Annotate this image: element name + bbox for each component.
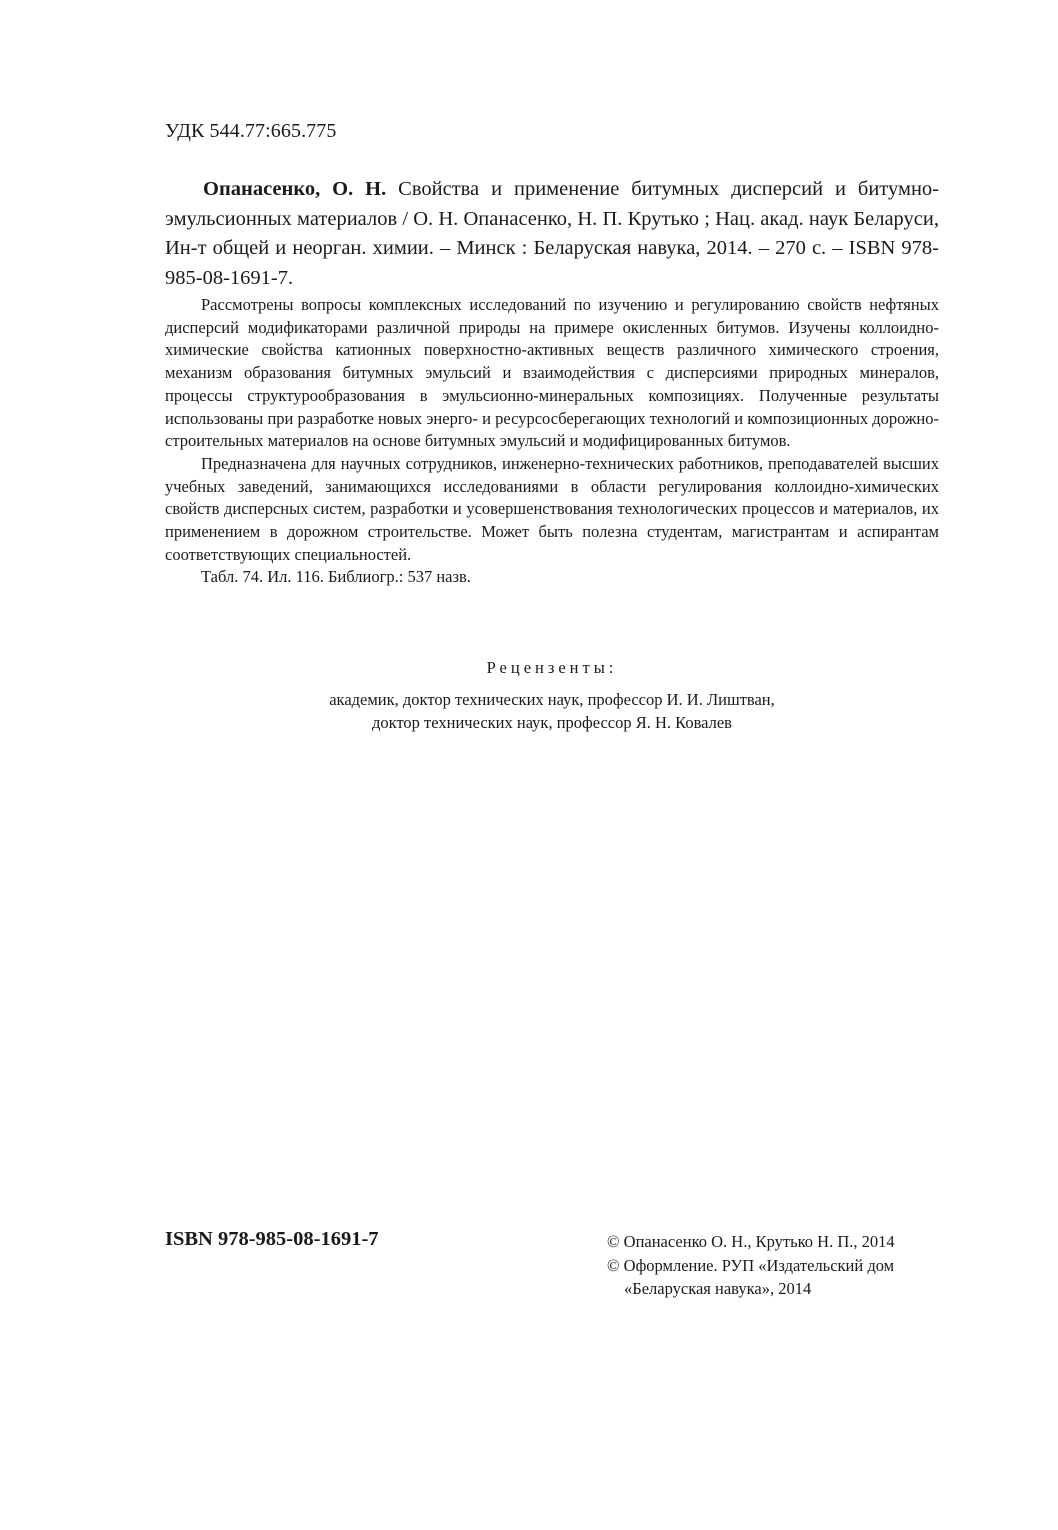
abstract-stats: Табл. 74. Ил. 116. Библиогр.: 537 назв.: [201, 567, 471, 587]
bibliographic-description: Свойства и применение битумных дисперсий и битумно-эмульсионных материалов / О. Н. Опанасенко, Н. П. Крутько ; Нац. акад. наук Беларуси, Ин-т общей и неорган. химии. – Минск : Беларуская навука, 2014. – 270 с. – ISBN 978-985-08-1691-7.: [165, 178, 939, 289]
author-name: Опанасенко, О. Н.: [203, 178, 387, 200]
udk-code: УДК 544.77:665.775: [165, 120, 337, 142]
isbn-number: ISBN 978-985-08-1691-7: [165, 1228, 379, 1250]
copyright-block: [607, 1230, 895, 1301]
bibliographic-record: [165, 175, 939, 293]
reviewers-section: [165, 656, 939, 734]
reviewer-line-2: доктор технических наук, профессор Я. Н. Ковалев: [372, 713, 732, 732]
copyright-line-2: © Оформление. РУП «Издательский дом: [607, 1255, 895, 1275]
abstract: [165, 294, 939, 589]
copyright-line-1: © Опанасенко О. Н., Крутько Н. П., 2014: [607, 1232, 895, 1251]
reviewer-line-1: академик, доктор технических наук, профессор И. И. Лиштван,: [329, 690, 775, 709]
copyright-line-3: «Беларуская навука», 2014: [624, 1279, 812, 1298]
abstract-paragraph-1: Рассмотрены вопросы комплексных исследований по изучению и регулированию свойств нефтяных дисперсий модификаторами различной природы на примере окисленных битумов. Изучены коллоидно-химические свойства катионных поверхностно-активных веществ различного химического строения, механизм образования битумных эмульсий и взаимодействия с дисперсиями природных минералов, процессы структурообразования в эмульсионно-минеральных композициях. Полученные результаты использованы при разработке новых энерго- и ресурсосберегающих технологий и композиционных дорожно-строительных материалов на основе битумных эмульсий и модифицированных битумов.: [165, 295, 939, 451]
abstract-paragraph-2: Предназначена для научных сотрудников, инженерно-технических работников, преподавателей высших учебных заведений, занимающихся исследованиями в области регулирования коллоидно-химических свойств дисперсных систем, разработки и усовершенствования технологических процессов и материалов, их применением в дорожном строительстве. Может быть полезна студентам, магистрантам и аспирантам соответствующих специальностей.: [165, 453, 939, 564]
reviewers-title: Рецензенты:: [486, 658, 618, 677]
